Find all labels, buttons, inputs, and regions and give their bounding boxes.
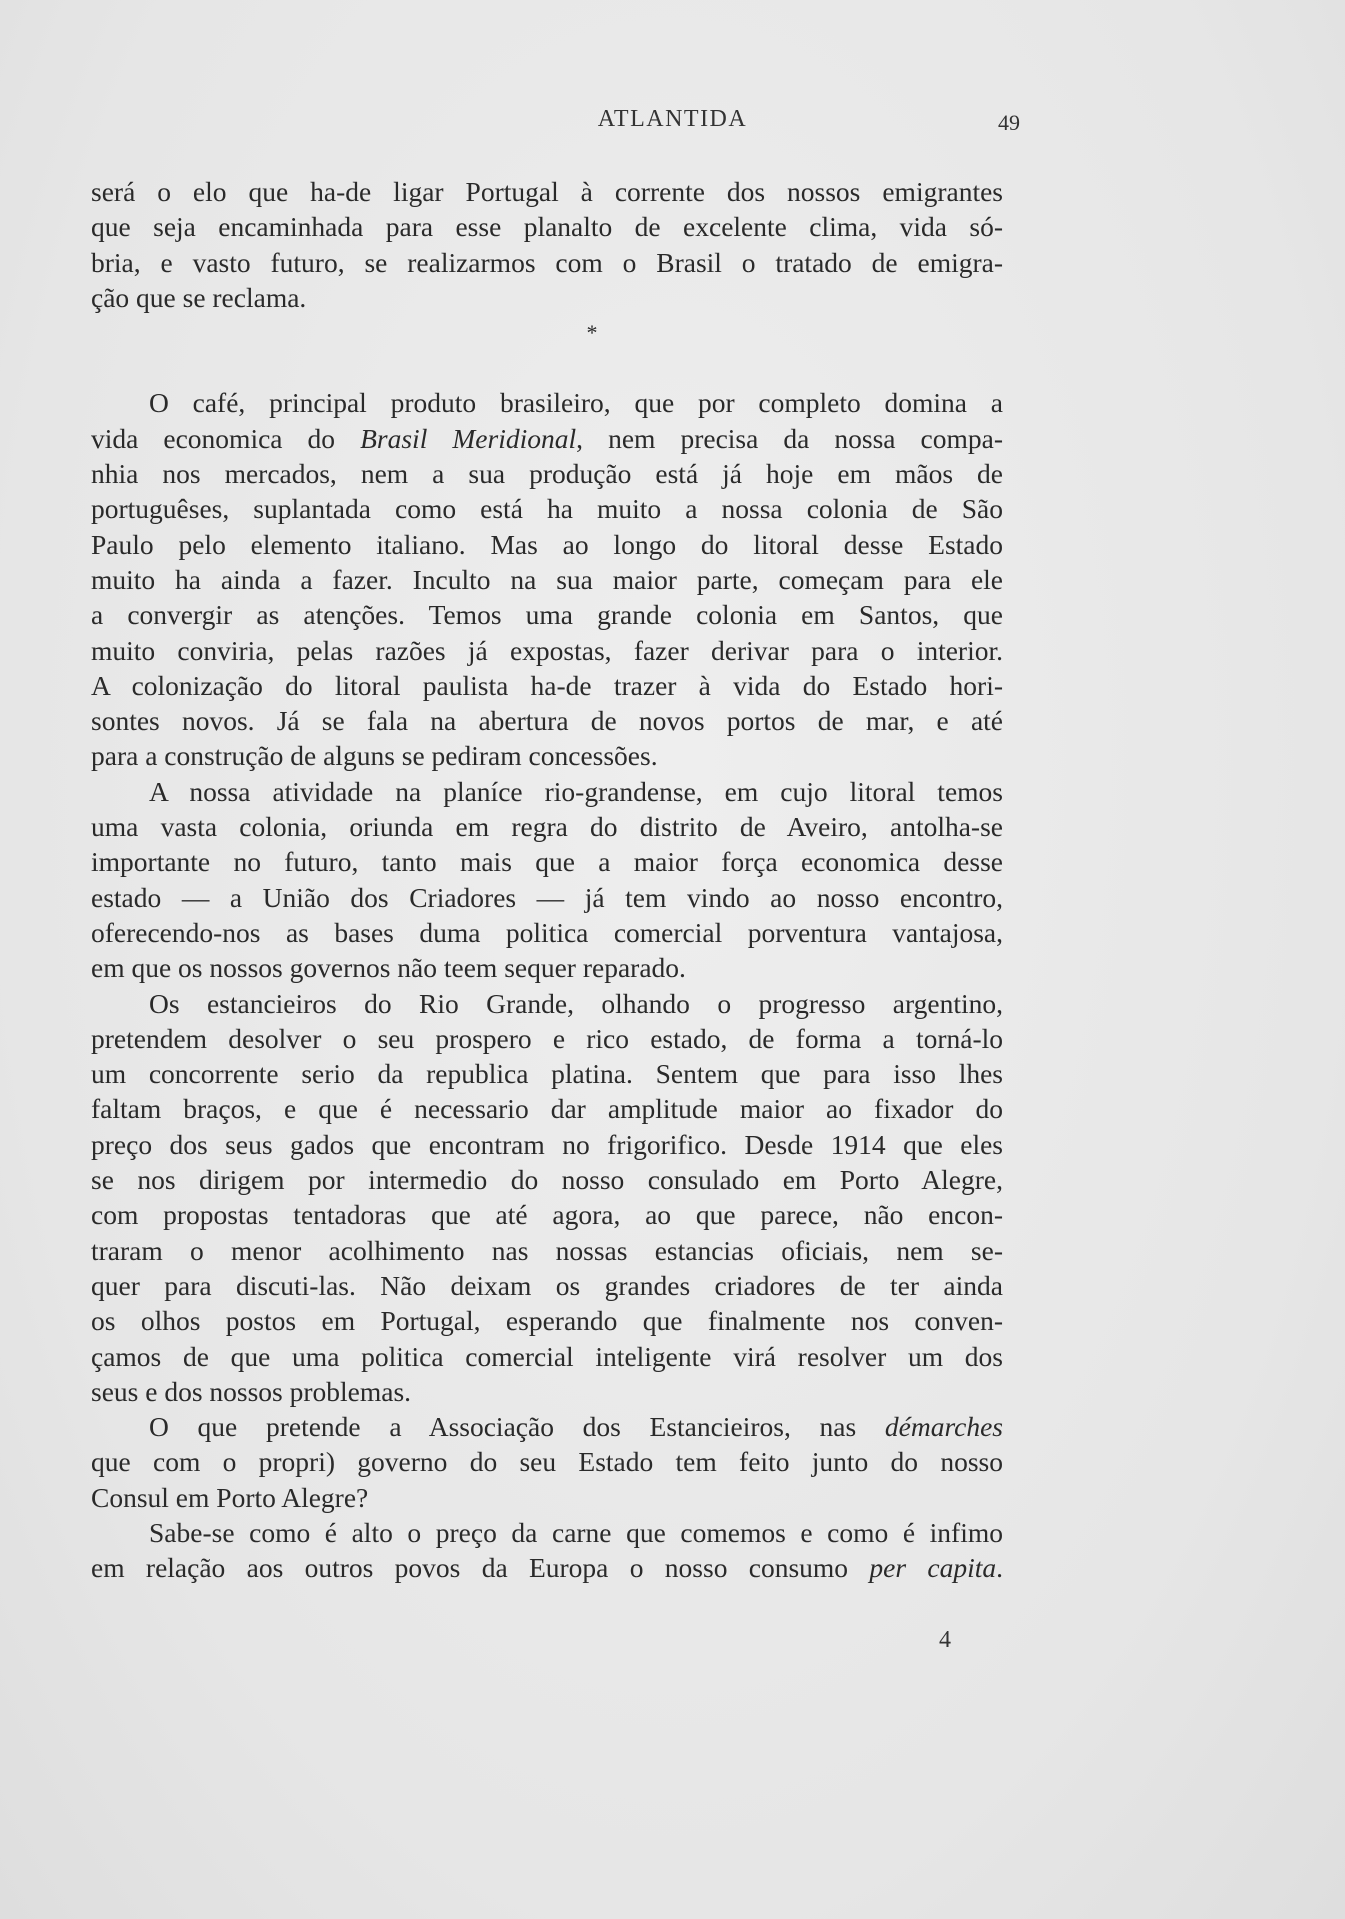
text-line: [91, 1409, 1003, 1444]
text-run: vida economica do: [91, 422, 361, 454]
section-separator-asterisk: *: [586, 320, 598, 346]
spacer: [91, 350, 1003, 385]
text-line: um concorrente serio da republica platina. Sentem que para isso lhes: [91, 1058, 1003, 1090]
text-line: Consul em Porto Alegre?: [91, 1481, 369, 1513]
text-line: se nos dirigem por intermedio do nosso consulado em Porto Alegre,: [91, 1164, 1003, 1196]
text-line: traram o menor acolhimento nas nossas estancias oficiais, nem se-: [91, 1234, 1003, 1266]
text-line: quer para discuti-las. Não deixam os grandes criadores de ter ainda: [91, 1269, 1003, 1301]
text-line: pretendem desolver o seu prospero e rico estado, de forma a torná-lo: [91, 1022, 1003, 1054]
text-line: será o elo que ha-de ligar Portugal à corrente dos nossos emigrantes: [91, 176, 1003, 207]
text-line: oferecendo-nos as bases duma politica comercial porventura vantajosa,: [91, 916, 1003, 948]
text-line: Sabe-se como é alto o preço da carne que comemos e como é infimo: [149, 1516, 1003, 1548]
text-line: que com o propri) governo do seu Estado tem feito junto do nosso: [91, 1446, 1003, 1478]
paragraph-1: [91, 174, 1003, 315]
paragraph-3: [91, 774, 1003, 986]
text-run: em relação aos outros povos da Europa o nosso consumo: [91, 1552, 870, 1584]
text-line: muito conviria, pelas razões já expostas, fazer derivar para o interior.: [91, 634, 1003, 666]
text-line: A colonização do litoral paulista ha-de trazer à vida do Estado hori-: [91, 669, 1003, 701]
text-run: O que pretende a Associação dos Estancieiros, nas: [149, 1411, 885, 1443]
italic-phrase: Brasil Meridional: [360, 422, 577, 454]
text-line: [91, 1550, 1003, 1585]
text-line: importante no futuro, tanto mais que a maior força economica desse: [91, 846, 1003, 878]
text-line: O café, principal produto brasileiro, que por completo domina a: [149, 387, 1003, 419]
text-line: preço dos seus gados que encontram no frigorifico. Desde 1914 que eles: [91, 1128, 1003, 1160]
page-number: 49: [998, 110, 1020, 135]
text-line: ção que se reclama.: [91, 281, 307, 313]
text-line: para a construção de alguns se pediram concessões.: [91, 740, 658, 772]
text-line: [91, 421, 1003, 456]
text-run: .: [996, 1552, 1003, 1584]
text-line: os olhos postos em Portugal, esperando que finalmente nos conven-: [91, 1305, 1003, 1337]
text-line: que seja encaminhada para esse planalto de excelente clima, vida só-: [91, 211, 1003, 243]
text-line: estado — a União dos Criadores — já tem vindo ao nosso encontro,: [91, 881, 1003, 913]
running-title: ATLANTIDA: [597, 106, 748, 132]
paragraph-4: [91, 986, 1003, 1410]
paragraph-2: [91, 385, 1003, 773]
text-line: A nossa atividade na planíce rio-grandense, em cujo litoral temos: [149, 775, 1003, 807]
text-line: com propostas tentadoras que até agora, ao que parece, não encon-: [91, 1199, 1003, 1231]
text-line: portuguêses, suplantada como está ha muito a nossa colonia de São: [91, 493, 1003, 525]
text-line: em que os nossos governos não teem sequer reparado.: [91, 952, 686, 984]
paragraph-6: [91, 1515, 1003, 1586]
text-run: , nem precisa da nossa compa-: [576, 422, 1003, 454]
paragraph-5: [91, 1409, 1003, 1515]
text-line: nhia nos mercados, nem a sua produção está já hoje em mãos de: [91, 458, 1003, 490]
text-line: seus e dos nossos problemas.: [91, 1375, 412, 1407]
text-line: çamos de que uma politica comercial inteligente virá resolver um dos: [91, 1340, 1003, 1372]
italic-phrase: per capita: [869, 1552, 997, 1584]
signature-mark: 4: [939, 1627, 951, 1653]
text-line: Os estancieiros do Rio Grande, olhando o progresso argentino,: [149, 987, 1003, 1019]
text-line: muito ha ainda a fazer. Inculto na sua maior parte, começam para ele: [91, 563, 1003, 595]
text-line: a convergir as atenções. Temos uma grande colonia em Santos, que: [91, 599, 1003, 631]
text-line: Paulo pelo elemento italiano. Mas ao longo do litoral desse Estado: [91, 528, 1003, 560]
text-line: sontes novos. Já se fala na abertura de novos portos de mar, e até: [91, 705, 1003, 737]
text-line: bria, e vasto futuro, se realizarmos com o Brasil o tratado de emigra-: [91, 246, 1003, 278]
italic-phrase: démarches: [884, 1411, 1003, 1443]
text-line: faltam braços, e que é necessario dar amplitude maior ao fixador do: [91, 1093, 1003, 1125]
body-text: [91, 174, 1003, 1586]
text-line: uma vasta colonia, oriunda em regra do distrito de Aveiro, antolha-se: [91, 811, 1003, 843]
